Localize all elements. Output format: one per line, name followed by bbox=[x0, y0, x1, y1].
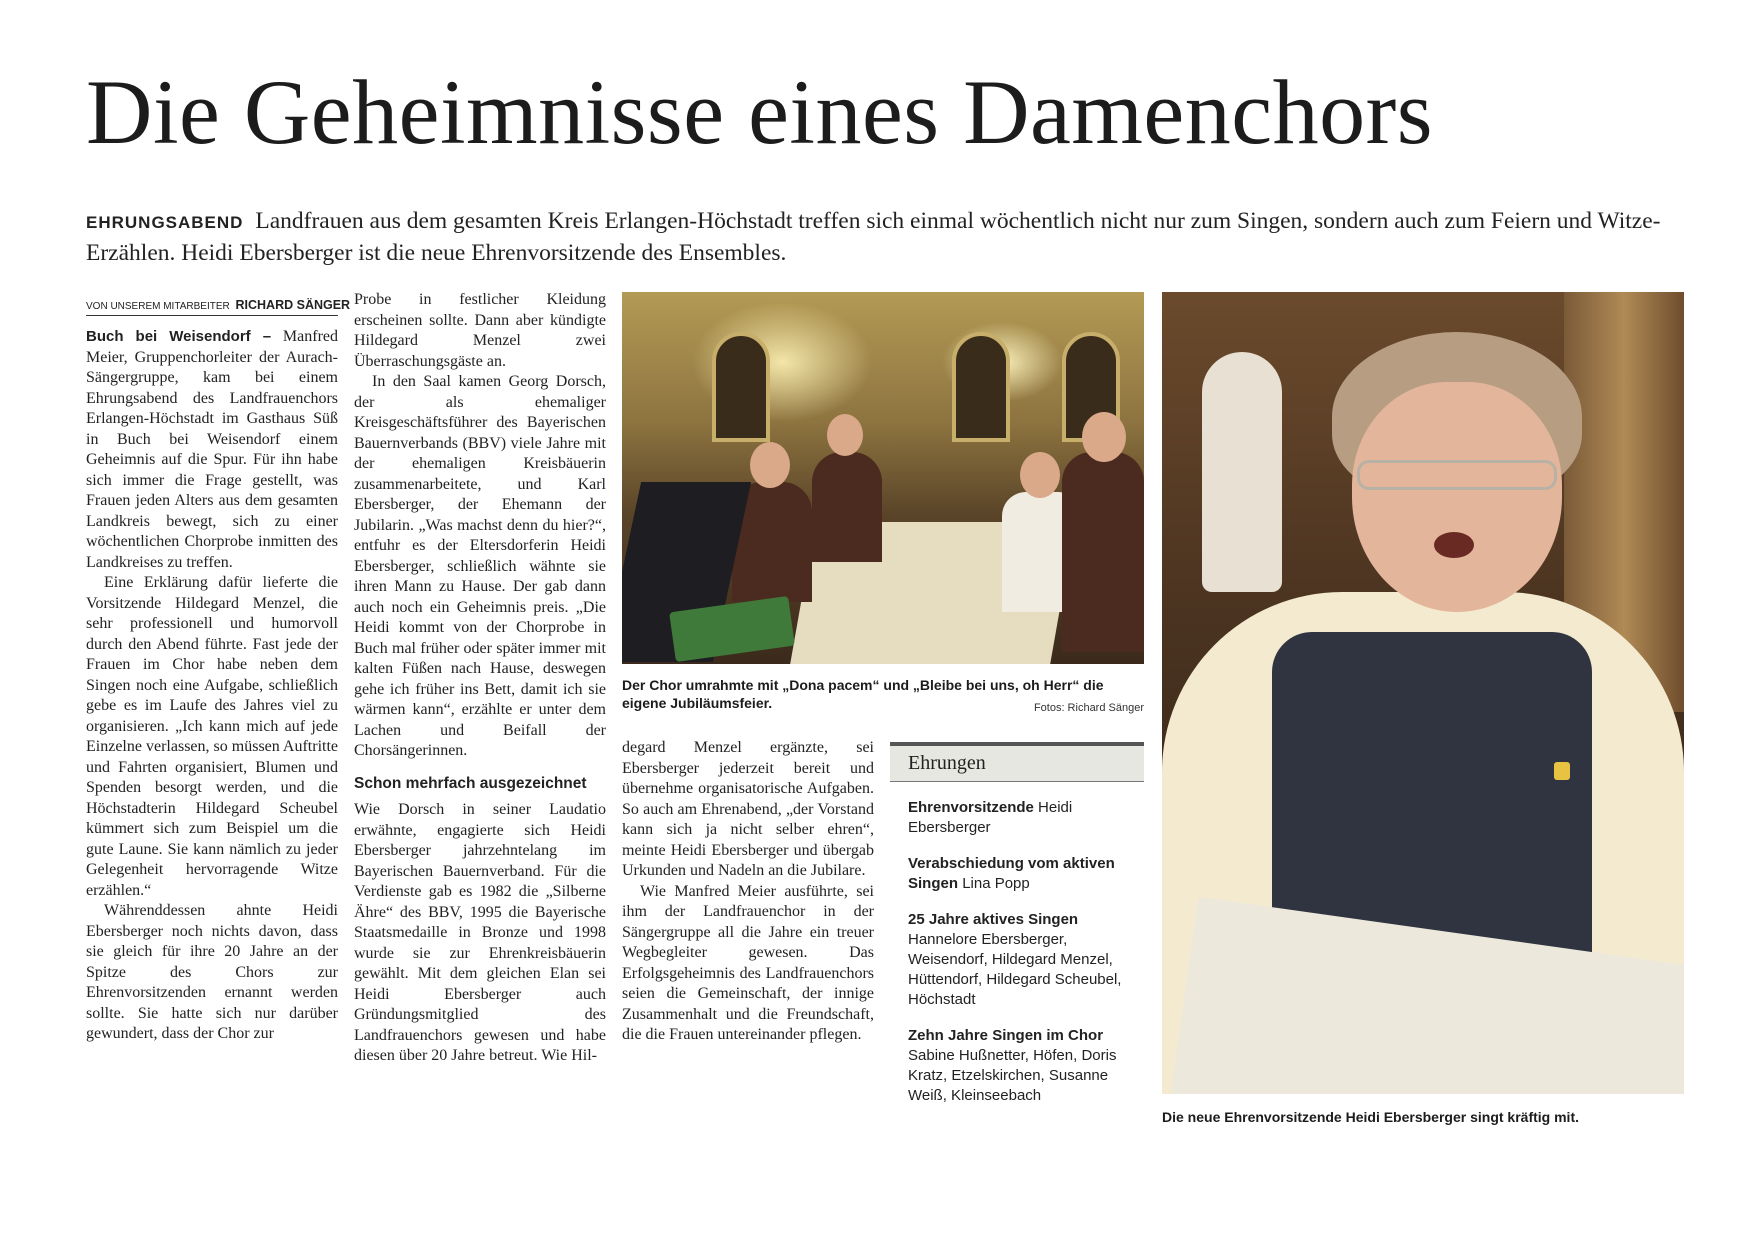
honors-item-label: Ehrenvorsitzende bbox=[908, 799, 1034, 816]
photo-singer-head bbox=[1020, 452, 1060, 498]
photo-glasses bbox=[1357, 460, 1557, 490]
photo-credit: Fotos: Richard Sänger bbox=[1033, 702, 1144, 714]
paragraph: Probe in festlicher Kleidung erscheinen sollte. Dann aber kündigte Hildegard Menzel zwei Überraschungsgäste an. bbox=[354, 291, 606, 370]
honors-item-text: Lina Popp bbox=[962, 875, 1030, 892]
deck-text: Landfrauen aus dem gesamten Kreis Erlangen-Höchstadt treffen sich einmal wöchentlich nicht nur zum Singen, sondern auch zum Feiern und Witze-Erzählen. Heidi Ebersberger ist die neue Ehrenvorsitzende des Ensembles. bbox=[86, 208, 1661, 266]
honors-item-label: Verabschiedung vom aktiven Singen bbox=[908, 855, 1115, 892]
honors-item-text: Hannelore Ebersberger, Weisendorf, Hildegard Menzel, Hüttendorf, Hildegard Scheubel, Höchstadt bbox=[908, 931, 1122, 1008]
headline: Die Geheimnisse eines Damenchors bbox=[86, 61, 1434, 163]
photo-badge bbox=[1554, 762, 1570, 780]
photo-singer bbox=[812, 452, 882, 562]
honors-item-label: Zehn Jahre Singen im Chor bbox=[908, 1027, 1104, 1044]
article-column-1 bbox=[86, 327, 338, 1045]
paragraph: Wie Dorsch in seiner Laudatio erwähnte, engagierte sich Heidi Ebersberger jahrzehntelang im Bayerischen Bauernverband. Für die Verdienste gab es 1982 die „Silberne Ähre“ des BBV, 1995 die Bayerische Staatsmedaille in Bronze und 1998 wurde sie zur Ehrenkreisbäuerin gewählt. Mit dem gleichen Elan sei Heidi Ebersberger auch Gründungsmitglied des Landfrauenchors gewesen und habe diesen über 20 Jahre betreut. Wie Hil- bbox=[354, 801, 606, 1064]
photo-caption: Die neue Ehrenvorsitzende Heidi Ebersberger singt kräftig mit. bbox=[1162, 1109, 1579, 1125]
honors-item-text: Heidi Ebersberger bbox=[908, 799, 1073, 836]
portrait-photo bbox=[1162, 292, 1684, 1094]
photo-mouth bbox=[1434, 532, 1474, 558]
photo-singer-head bbox=[750, 442, 790, 488]
byline-author: RICHARD SÄNGER bbox=[235, 298, 351, 312]
photo-window bbox=[952, 332, 1010, 442]
honors-item bbox=[890, 1026, 1144, 1106]
honors-item bbox=[890, 798, 1144, 838]
deck-kicker: EHRUNGSABEND bbox=[86, 213, 244, 232]
honors-item bbox=[890, 910, 1144, 1010]
paragraph bbox=[86, 327, 338, 573]
paragraph: Wie Manfred Meier ausführte, sei ihm der Landfrauenchor in der Sängergruppe all die Jahre ein treuer Wegbegleiter gewesen. Das Erfolgsgeheimnis des Landfrauenchors seien die Gemeinschaft, der innige Zusammenhalt und die Freundschaft, die die Frauen untereinander pflegen. bbox=[622, 882, 874, 1043]
photo-statue bbox=[1202, 352, 1282, 592]
honors-item-text: Sabine Hußnetter, Höfen, Doris Kratz, Etzelskirchen, Susanne Weiß, Kleinseebach bbox=[908, 1047, 1117, 1104]
paragraph: degard Menzel ergänzte, sei Ebersberger jederzeit bereit und übernehme organisatorische Aufgaben. So auch am Ehrenabend, „der Vorstand kann sich ja nicht selber ehren“, meinte Heidi Ebersberger und übergab Urkunden und Nadeln an die Jubilare. bbox=[622, 739, 874, 879]
dateline-place: Buch bei Weisendorf – bbox=[86, 328, 272, 345]
paragraph: Eine Erklärung dafür lieferte die Vorsitzende Hildegard Menzel, die sehr professionell und humorvoll durch den Abend führte. Fast jede der Frauen im Chor habe neben dem Singen noch eine Aufgabe, schließlich gebe es im Laufe des Jahres viel zu organisieren. „Ich kann mich auf jede Einzelne verlassen, so müssen Auftritte und Fahrten organisiert, Blumen und Spenden besorgt werden, und die Höchstadterin Hildegard Scheubel kümmert sich zum Beispiel um die gute Laune. Sie kann nämlich zu jeder Gelegenheit hervorragende Witze erzählen.“ bbox=[86, 574, 338, 899]
photo-singer-head bbox=[827, 414, 863, 456]
photo-caption: Der Chor umrahmte mit „Dona pacem“ und „Bleibe bei uns, oh Herr“ die eigene Jubiläumsfeier. bbox=[622, 677, 1104, 711]
deck bbox=[86, 206, 1666, 269]
paragraph: Währenddessen ahnte Heidi Ebersberger noch nichts davon, dass sie gleich für ihre 20 Jahre an der Spitze des Chors zur Ehrenvorsitzenden ernannt werden sollte. Sie hatte sich nur darüber gewundert, dass der Chor zur bbox=[86, 902, 338, 1042]
photo-singer-head bbox=[1082, 412, 1126, 462]
honors-item-label: 25 Jahre aktives Singen bbox=[908, 911, 1079, 928]
byline-prefix: VON UNSEREM MITARBEITER bbox=[86, 301, 230, 312]
article-column-3 bbox=[622, 738, 874, 1046]
choir-photo bbox=[622, 292, 1144, 664]
paragraph: In den Saal kamen Georg Dorsch, der als ehemaliger Kreisgeschäftsführer des Bayerischen Bauernverbands (BBV) viele Jahre mit der ehemaligen Kreisbäuerin zusammenarbeitete, und Karl Ebersberger, der Ehemann der Jubilarin. „Was machst denn du hier?“, entfuhr es der Eltersdorferin Heidi Ebersberger, schließlich wähnte sie ihren Mann zu Hause. Der gab dann auch noch ein Geheimnis preis. „Die Heidi kommt von der Chorprobe in Buch mal früher oder später immer mit kalten Füßen nach Hause, deswegen gehe ich früher ins Bett, damit ich sie wärmen kann“, erzählte er unter dem Lachen und Beifall der Chorsängerinnen. bbox=[354, 373, 606, 759]
paragraph-text: Manfred Meier, Gruppenchorleiter der Aurach-Sängergruppe, kam bei einem Ehrungsabend des Landfrauenchors Erlangen-Höchstadt im Gasthaus Süß in Buch bei Weisendorf einem Geheimnis auf die Spur. Für ihn habe sich immer die Frage gestellt, was Frauen jeden Alters aus dem gesamten Landkreis bewegt, sich zu einer wöchentlichen Chorprobe inmitten des Landkreises zu treffen. bbox=[86, 328, 339, 571]
article-column-2 bbox=[354, 290, 606, 1067]
honors-item bbox=[890, 854, 1144, 894]
photo-face bbox=[1352, 382, 1562, 612]
honors-box-title: Ehrungen bbox=[890, 742, 1144, 782]
byline bbox=[86, 298, 351, 316]
photo-window bbox=[712, 332, 770, 442]
honors-box bbox=[890, 742, 1144, 1106]
photo-singer bbox=[1062, 452, 1144, 652]
subheading: Schon mehrfach ausgezeichnet bbox=[354, 774, 587, 792]
